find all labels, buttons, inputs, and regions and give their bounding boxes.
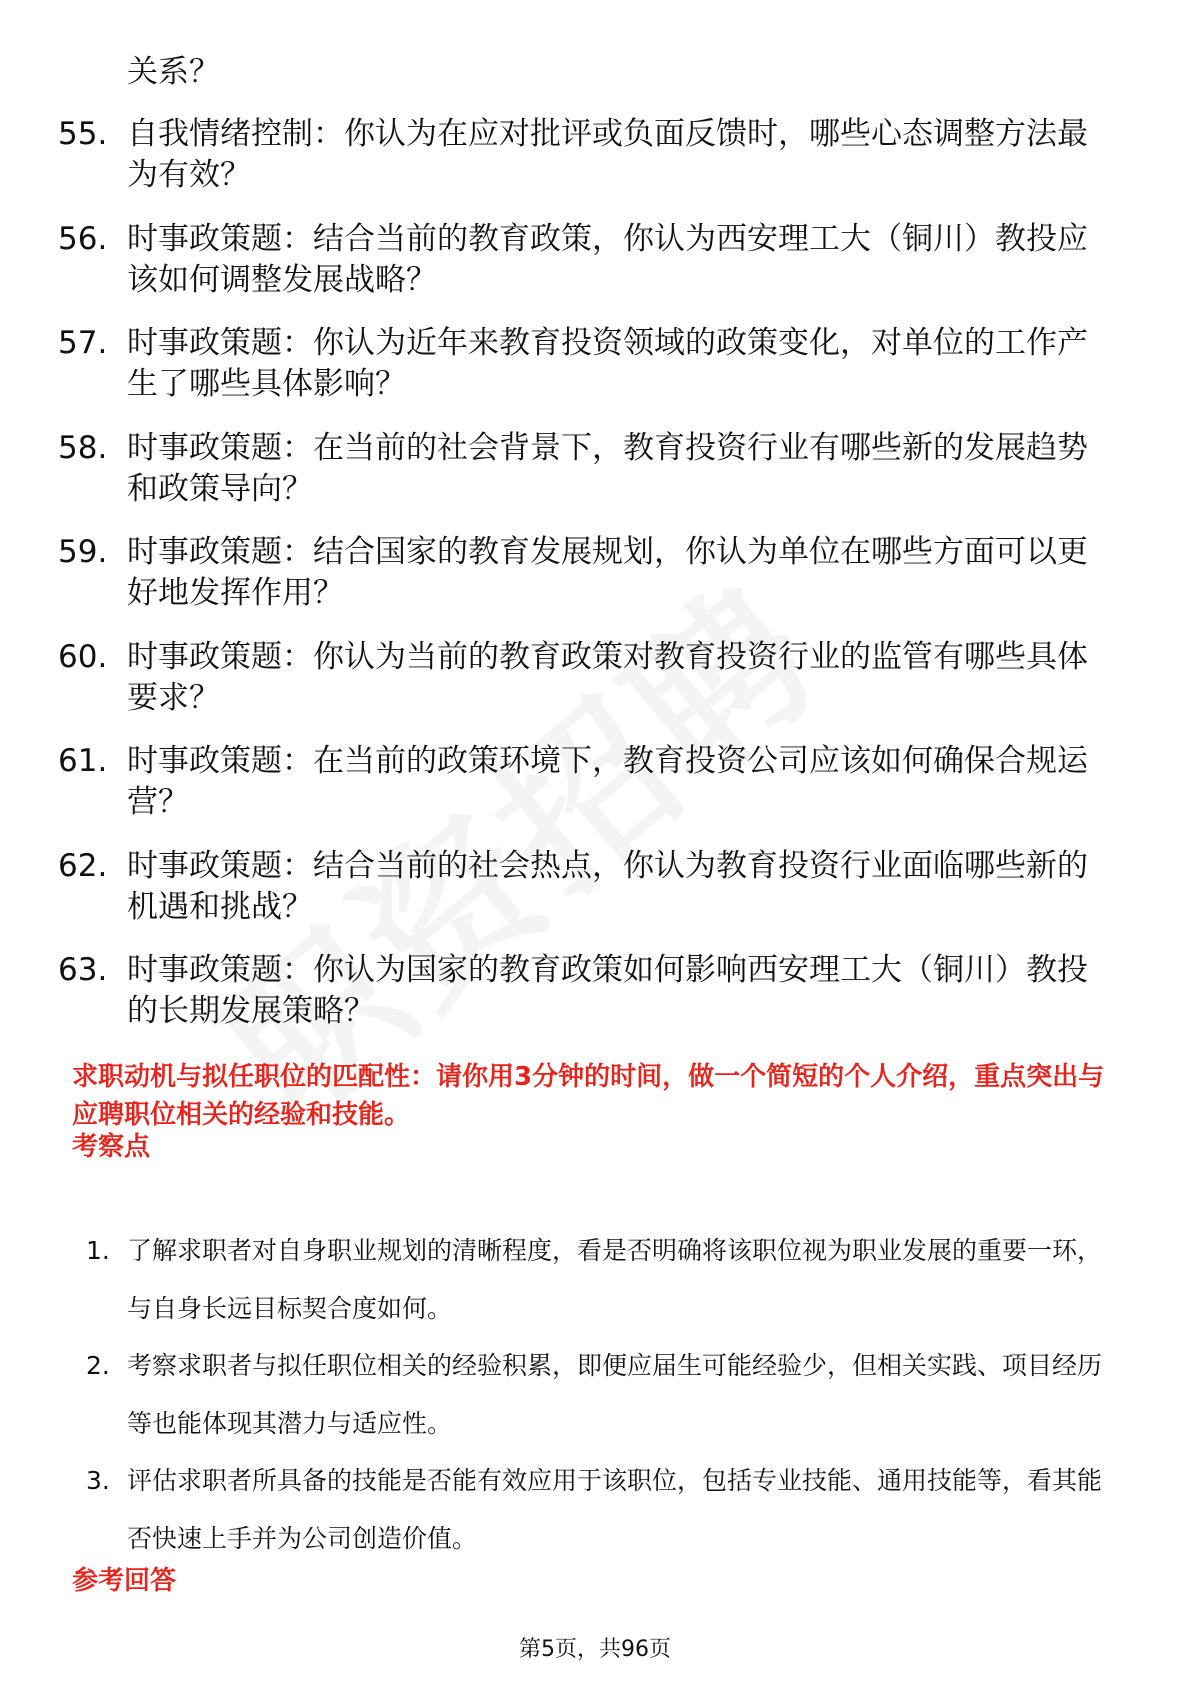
question-number: 62. bbox=[58, 847, 108, 884]
question-number: 60. bbox=[58, 638, 108, 675]
reference-answer-heading: 参考回答 bbox=[72, 1566, 177, 1596]
assessment-point-text: 评估求职者所具备的技能是否能有效应用于该职位，包括专业技能、通用技能等，看其能否快速上手并为公司创造价值。 bbox=[127, 1466, 1103, 1553]
question-item bbox=[0, 846, 1190, 951]
question-list bbox=[0, 114, 1190, 1055]
question-item bbox=[0, 114, 1190, 219]
question-number: 57. bbox=[58, 325, 108, 361]
question-item bbox=[0, 219, 1190, 324]
assessment-point bbox=[0, 1337, 1190, 1452]
assessment-point bbox=[0, 1452, 1190, 1567]
question-item bbox=[0, 532, 1190, 637]
question-item bbox=[0, 637, 1190, 742]
question-text: 时事政策题：结合国家的教育发展规划，你认为单位在哪些方面可以更好地发挥作用？ bbox=[127, 534, 1088, 611]
page-footer: 第5页，共96页 bbox=[519, 1637, 671, 1662]
question-item bbox=[0, 428, 1190, 533]
question-number: 58. bbox=[58, 429, 108, 466]
question-text: 时事政策题：在当前的政策环境下，教育投资公司应该如何确保合规运营？ bbox=[127, 743, 1088, 820]
question-text: 时事政策题：你认为近年来教育投资领域的政策变化，对单位的工作产生了哪些具体影响？ bbox=[127, 325, 1088, 402]
question-text: 时事政策题：你认为当前的教育政策对教育投资行业的监管有哪些具体要求？ bbox=[127, 638, 1088, 716]
continuation-text: 关系？ bbox=[127, 54, 220, 90]
question-number: 56. bbox=[58, 220, 108, 257]
question-number: 59. bbox=[58, 534, 108, 570]
assessment-point-text: 了解求职者对自身职业规划的清晰程度，看是否明确将该职位视为职业发展的重要一环，与自身长远目标契合度如何。 bbox=[127, 1236, 1103, 1323]
assessment-point-text: 考察求职者与拟任职位相关的经验积累，即便应届生可能经验少，但相关实践、项目经历等也能体现其潜力与适应性。 bbox=[127, 1351, 1103, 1438]
assessment-point-number: 3. bbox=[86, 1466, 110, 1495]
question-item bbox=[0, 741, 1190, 846]
question-text: 时事政策题：在当前的社会背景下，教育投资行业有哪些新的发展趋势和政策导向？ bbox=[127, 429, 1088, 507]
question-text: 自我情绪控制：你认为在应对批评或负面反馈时，哪些心态调整方法最为有效？ bbox=[127, 116, 1088, 193]
question-item bbox=[0, 950, 1190, 1055]
question-text: 时事政策题：结合当前的社会热点，你认为教育投资行业面临哪些新的机遇和挑战？ bbox=[127, 847, 1088, 925]
assessment-heading: 考察点 bbox=[72, 1132, 151, 1162]
assessment-point-number: 1. bbox=[86, 1236, 110, 1265]
question-number: 61. bbox=[58, 743, 108, 779]
assessment-point-list bbox=[0, 1222, 1190, 1567]
assessment-point bbox=[0, 1222, 1190, 1337]
featured-question: 求职动机与拟任职位的匹配性：请你用3分钟的时间，做一个简短的个人介绍，重点突出与应聘职位相关的经验和技能。 bbox=[72, 1062, 1105, 1130]
question-text: 时事政策题：你认为国家的教育政策如何影响西安理工大（铜川）教投的长期发展策略？ bbox=[127, 952, 1088, 1029]
question-item bbox=[0, 323, 1190, 428]
question-number: 63. bbox=[58, 952, 108, 988]
question-text: 时事政策题：结合当前的教育政策，你认为西安理工大（铜川）教投应该如何调整发展战略？ bbox=[127, 220, 1088, 298]
assessment-point-number: 2. bbox=[86, 1351, 110, 1380]
question-number: 55. bbox=[58, 116, 108, 152]
